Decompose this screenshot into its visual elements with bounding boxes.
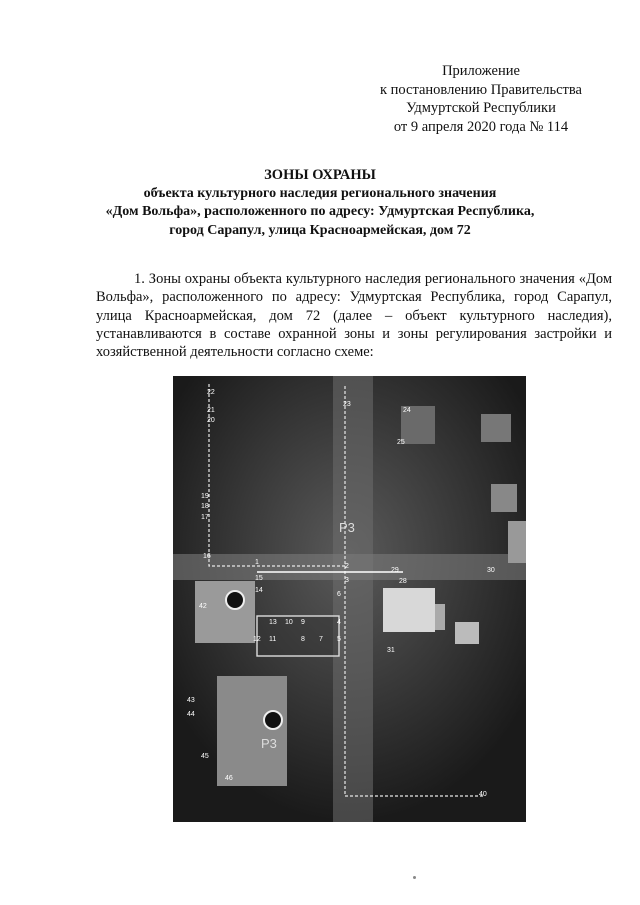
point-label: 10: [285, 619, 293, 626]
point-label: 9: [301, 619, 305, 626]
point-label: 44: [187, 711, 195, 718]
point-label: 17: [201, 514, 209, 521]
body-paragraph: 1. Зоны охраны объекта культурного наследия регионального значения «Дом Вольфа», расположенного по адресу: Удмуртская Республика, город Сарапул, улица Красноармейская, дом 72 (далее – объект культурного наследия), устанавливаются в составе охранной зоны и зоны регулирования застройки и хозяйственной деятельности согласно схеме:: [96, 271, 612, 361]
point-label: 29: [391, 567, 399, 574]
point-label: 8: [301, 636, 305, 643]
point-label: 20: [207, 417, 215, 424]
scan-speck: [413, 876, 416, 879]
point-label: 31: [387, 647, 395, 654]
point-label: 18: [201, 503, 209, 510]
point-label: 40: [479, 791, 487, 798]
point-label: 23: [343, 401, 351, 408]
building: [195, 581, 255, 643]
protection-zone-scheme-map: [173, 376, 526, 822]
point-label: 46: [225, 775, 233, 782]
building: [491, 484, 517, 512]
point-label: 16: [203, 553, 211, 560]
point-label: 14: [255, 587, 263, 594]
point-label: 5: [337, 636, 341, 643]
point-label: 19: [201, 493, 209, 500]
point-label: 25: [397, 439, 405, 446]
appendix-header: [380, 62, 582, 136]
heritage-object-marker: [264, 711, 282, 729]
map-image: [173, 376, 526, 822]
point-label: 15: [255, 575, 263, 582]
appendix-date-number: от 9 апреля 2020 года № 114: [393, 118, 569, 135]
building: [383, 588, 435, 632]
street-vertical: [333, 376, 373, 822]
zone-label: Р3: [261, 736, 277, 751]
title-line-4: город Сарапул, улица Красноармейская, дом 72: [169, 222, 471, 238]
point-label: 45: [201, 753, 209, 760]
point-label: 4: [337, 619, 341, 626]
building: [217, 676, 287, 786]
point-label: 42: [199, 603, 207, 610]
street-horizontal: [173, 554, 526, 580]
appendix-title: Приложение: [442, 63, 520, 79]
document-title: [0, 166, 640, 240]
title-main: ЗОНЫ ОХРАНЫ: [264, 167, 376, 183]
point-label: 30: [487, 567, 495, 574]
building: [435, 604, 445, 630]
point-label: 24: [403, 407, 411, 414]
point-label: 13: [269, 619, 277, 626]
point-label: 22: [207, 389, 215, 396]
point-label: 1: [255, 559, 259, 566]
title-line-3: «Дом Вольфа», расположенного по адресу: Удмуртская Республика,: [105, 204, 535, 219]
heritage-object-marker: [226, 591, 244, 609]
point-label: 28: [399, 578, 407, 585]
building: [481, 414, 511, 442]
point-label: 21: [207, 407, 215, 414]
building: [508, 521, 526, 563]
point-label: 3: [345, 577, 349, 584]
point-label: 11: [269, 636, 277, 643]
appendix-to-resolution: к постановлению Правительства: [380, 81, 582, 98]
point-label: 7: [319, 636, 323, 643]
title-line-2: объекта культурного наследия регионального значения: [143, 185, 497, 201]
appendix-republic: Удмуртской Республики: [406, 100, 556, 116]
point-label: 6: [337, 591, 341, 598]
point-label: 43: [187, 697, 195, 704]
building: [455, 622, 479, 644]
zone-label: Р3: [339, 520, 355, 535]
point-label: 2: [345, 563, 349, 570]
point-label: 12: [253, 636, 261, 643]
